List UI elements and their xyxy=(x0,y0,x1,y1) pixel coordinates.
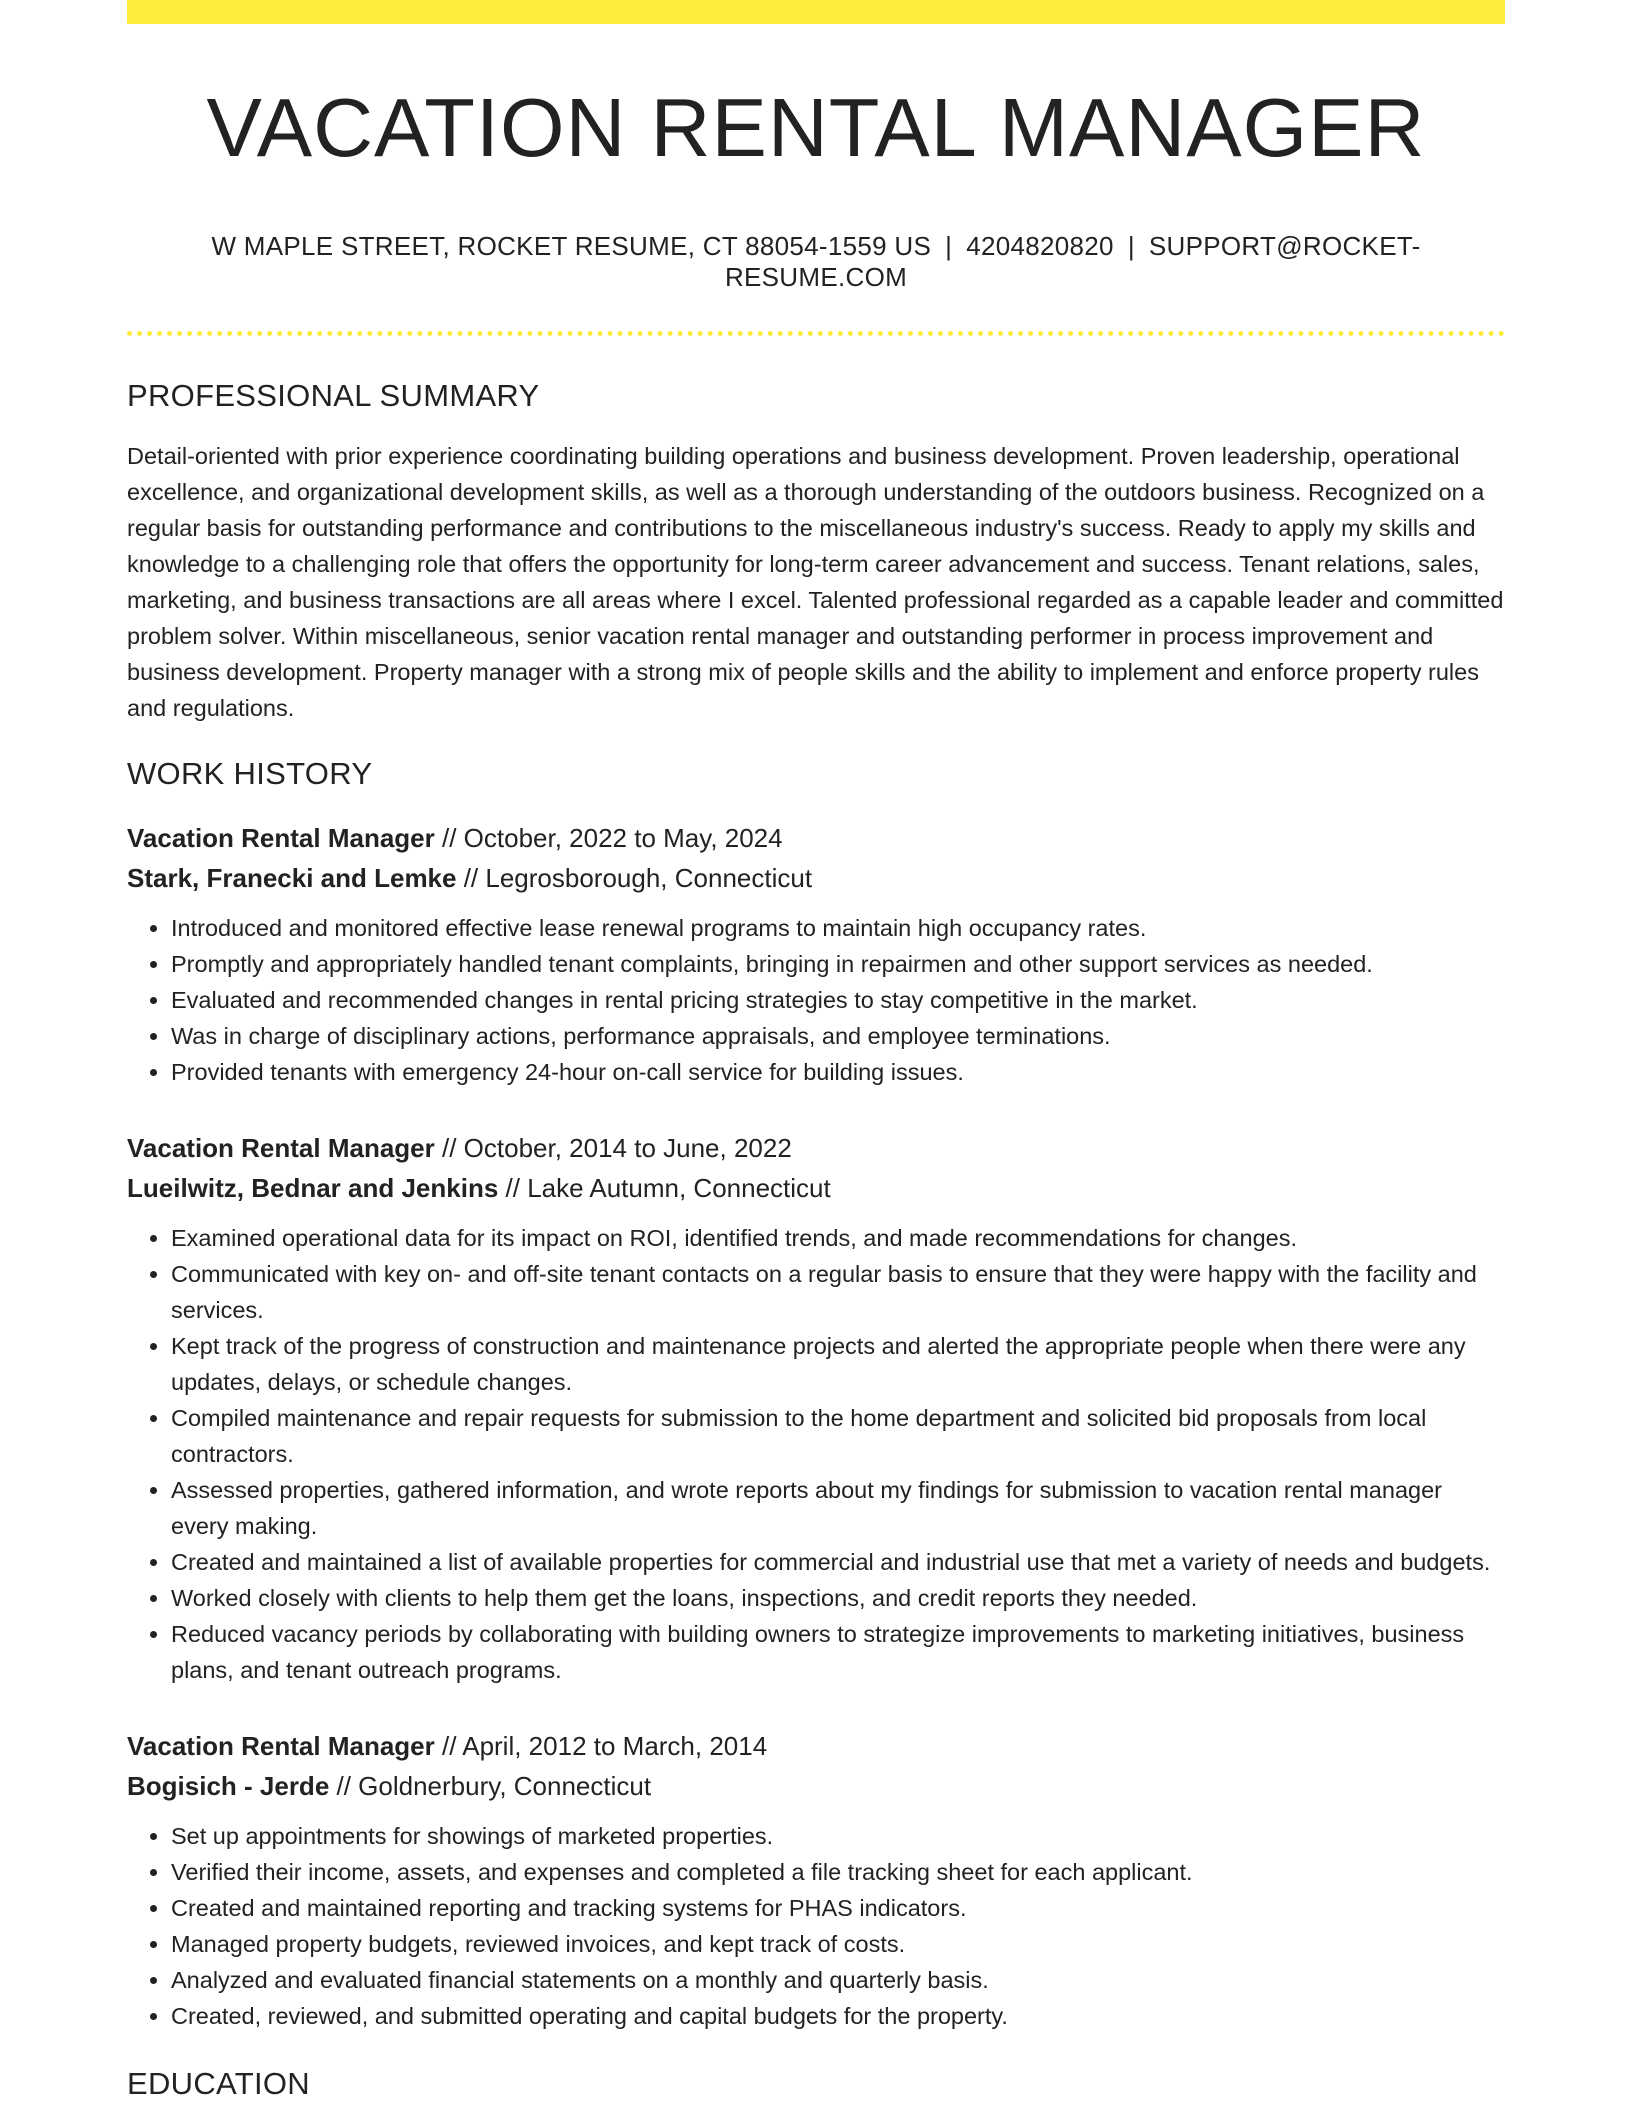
job-role: Vacation Rental Manager xyxy=(127,1731,435,1762)
dotted-divider xyxy=(127,331,1505,336)
job-role: Vacation Rental Manager xyxy=(127,823,435,854)
job-dates: // April, 2012 to March, 2014 xyxy=(434,1731,768,1762)
list-item: • Assessed properties, gathered information, and wrote reports about my findings for submission to vacation rental manager every making. xyxy=(171,1472,1505,1544)
list-item: • Evaluated and recommended changes in rental pricing strategies to stay competitive in the market. xyxy=(171,982,1505,1018)
list-item: • Created, reviewed, and submitted operating and capital budgets for the property. xyxy=(171,1998,1505,2034)
contact-line xyxy=(127,231,1505,293)
list-item: • Compiled maintenance and repair requests for submission to the home department and solicited bid proposals from local contractors. xyxy=(171,1400,1505,1472)
job-title-line xyxy=(127,1128,1505,1168)
list-item: • Kept track of the progress of construction and maintenance projects and alerted the appropriate people when there were any updates, delays, or schedule changes. xyxy=(171,1328,1505,1400)
job-bullets xyxy=(127,1220,1505,1688)
job-title-line xyxy=(127,1726,1505,1766)
list-item: • Was in charge of disciplinary actions, performance appraisals, and employee terminations. xyxy=(171,1018,1505,1054)
contact-separator: | xyxy=(945,231,953,262)
summary-text: Detail-oriented with prior experience coordinating building operations and business development. Proven leadership, operational excellence, and organizational development skills, as well as a thorough understanding of the outdoors business. Recognized on a regular basis for outstanding performance and contributions to the miscellaneous industry's success. Ready to apply my skills and knowledge to a challenging role that offers the opportunity for long-term career advancement and success. Tenant relations, sales, marketing, and business transactions are all areas where I excel. Talented professional regarded as a capable leader and committed problem solver. Within miscellaneous, senior vacation rental manager and outstanding performer in process improvement and business development. Property manager with a strong mix of people skills and the ability to implement and enforce property rules and regulations. xyxy=(127,443,1504,722)
job-company-line xyxy=(127,1168,1505,1208)
job-title-line xyxy=(127,818,1505,858)
job-location: // Legrosborough, Connecticut xyxy=(456,863,813,894)
list-item: • Created and maintained a list of available properties for commercial and industrial use that met a variety of needs and budgets. xyxy=(171,1544,1505,1580)
job-company: Bogisich - Jerde xyxy=(127,1771,330,1802)
contact-separator: | xyxy=(1127,231,1135,262)
list-item: • Analyzed and evaluated financial statements on a monthly and quarterly basis. xyxy=(171,1962,1505,1998)
resume-name: VACATION RENTAL MANAGER xyxy=(206,81,1426,174)
list-item: • Communicated with key on- and off-site tenant contacts on a regular basis to ensure that they were happy with the facility and services. xyxy=(171,1256,1505,1328)
summary-heading: PROFESSIONAL SUMMARY xyxy=(127,378,540,414)
resume-page xyxy=(127,0,1505,2102)
list-item: • Verified their income, assets, and expenses and completed a file tracking sheet for each applicant. xyxy=(171,1854,1505,1890)
top-accent-bar xyxy=(127,0,1505,24)
contact-address: W MAPLE STREET, ROCKET RESUME, CT 88054-1559 US xyxy=(211,231,932,262)
job-company: Lueilwitz, Bednar and Jenkins xyxy=(127,1173,499,1204)
job-entry-2 xyxy=(127,1128,1505,1688)
job-location: // Lake Autumn, Connecticut xyxy=(498,1173,831,1204)
list-item: • Created and maintained reporting and tracking systems for PHAS indicators. xyxy=(171,1890,1505,1926)
job-dates: // October, 2014 to June, 2022 xyxy=(434,1133,792,1164)
work-history-heading: WORK HISTORY xyxy=(127,756,373,792)
job-role: Vacation Rental Manager xyxy=(127,1133,435,1164)
list-item: • Introduced and monitored effective lease renewal programs to maintain high occupancy rates. xyxy=(171,910,1505,946)
list-item: • Managed property budgets, reviewed invoices, and kept track of costs. xyxy=(171,1926,1505,1962)
job-bullets xyxy=(127,910,1505,1090)
job-company-line xyxy=(127,1766,1505,1806)
list-item: • Examined operational data for its impact on ROI, identified trends, and made recommendations for changes. xyxy=(171,1220,1505,1256)
contact-email: SUPPORT@ROCKET-RESUME.COM xyxy=(724,231,1421,293)
job-location: // Goldnerbury, Connecticut xyxy=(329,1771,652,1802)
job-dates: // October, 2022 to May, 2024 xyxy=(434,823,783,854)
contact-phone: 4204820820 xyxy=(966,231,1114,262)
job-company: Stark, Franecki and Lemke xyxy=(127,863,457,894)
list-item: • Reduced vacancy periods by collaborating with building owners to strategize improvements to marketing initiatives, business plans, and tenant outreach programs. xyxy=(171,1616,1505,1688)
list-item: • Provided tenants with emergency 24-hour on-call service for building issues. xyxy=(171,1054,1505,1090)
list-item: • Worked closely with clients to help them get the loans, inspections, and credit reports they needed. xyxy=(171,1580,1505,1616)
job-bullets xyxy=(127,1818,1505,2034)
list-item: • Set up appointments for showings of marketed properties. xyxy=(171,1818,1505,1854)
job-entry-3 xyxy=(127,1726,1505,2034)
list-item: • Promptly and appropriately handled tenant complaints, bringing in repairmen and other support services as needed. xyxy=(171,946,1505,982)
job-company-line xyxy=(127,858,1505,898)
job-entry-1 xyxy=(127,818,1505,1090)
education-heading: EDUCATION xyxy=(127,2066,310,2102)
